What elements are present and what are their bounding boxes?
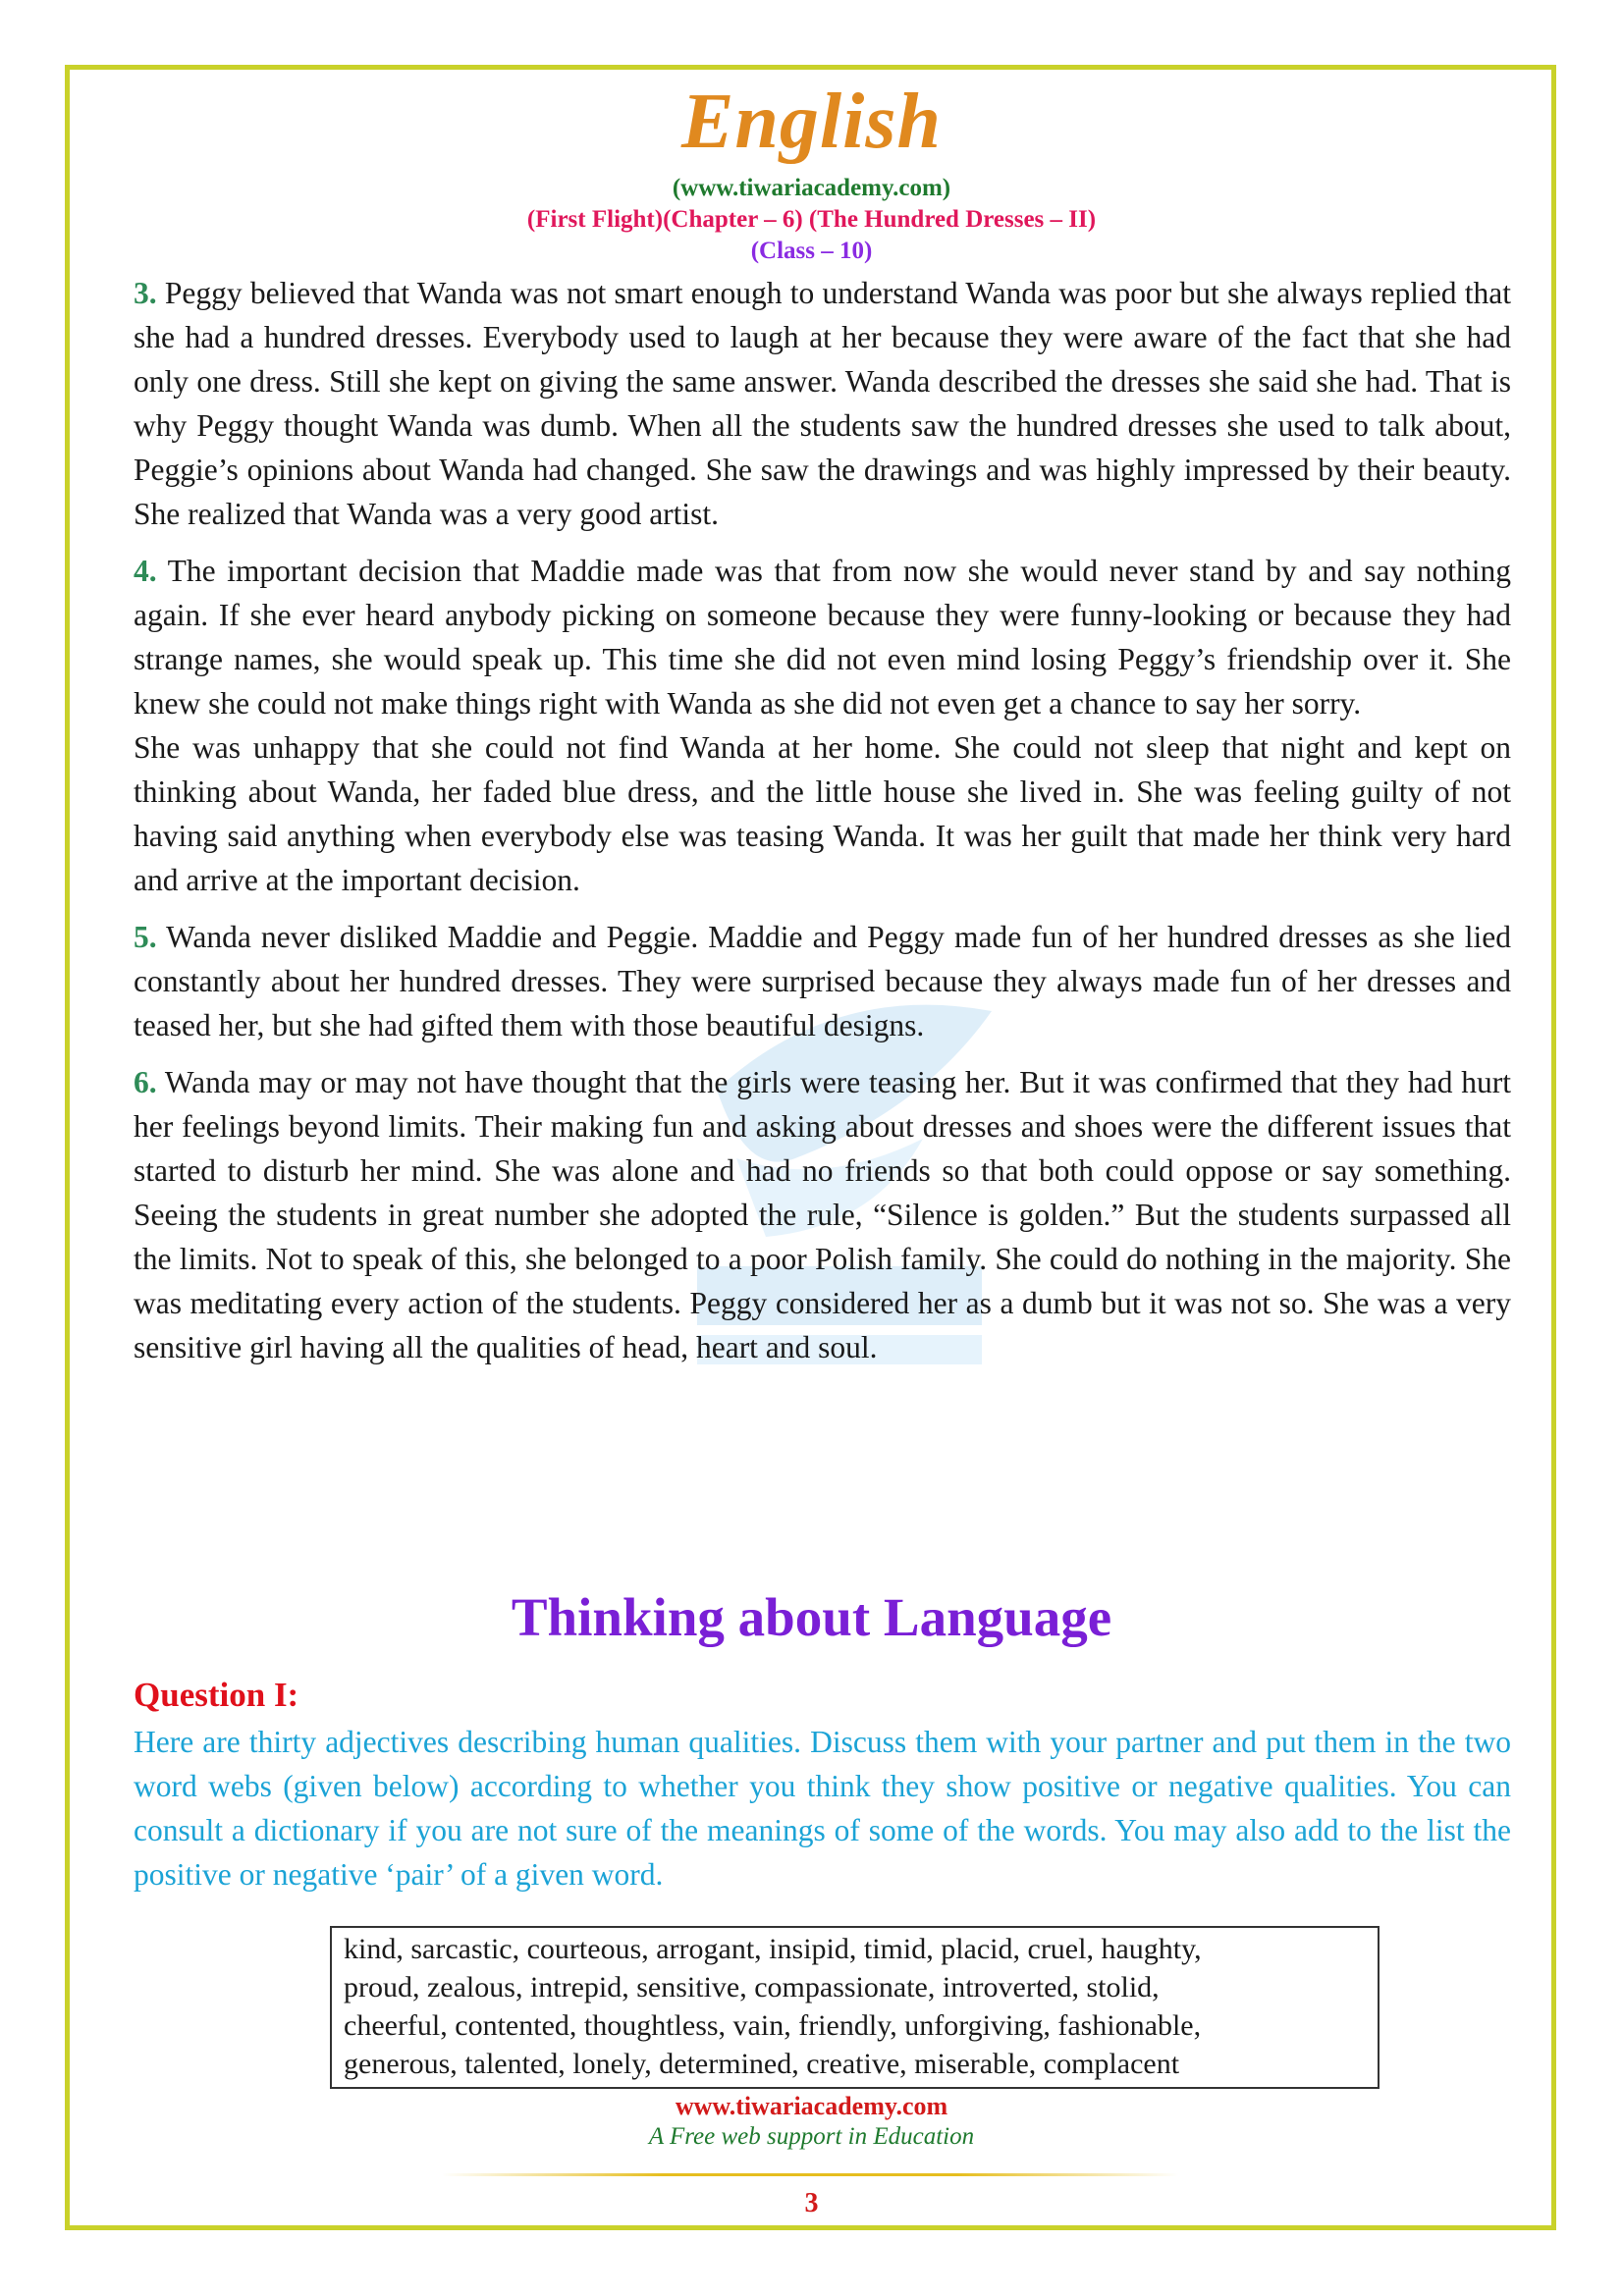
answer-4 (134, 549, 1511, 725)
answer-5 (134, 915, 1511, 1047)
page-header (0, 77, 1623, 267)
answer-3 (134, 271, 1511, 536)
answer-number: 3. (134, 276, 157, 310)
footer-site-link[interactable]: www.tiwariacademy.com (675, 2092, 948, 2120)
answer-number: 5. (134, 920, 157, 954)
section-heading: Thinking about Language (511, 1587, 1112, 1647)
answer-number: 4. (134, 554, 157, 588)
answer-4-continuation: She was unhappy that she could not find Wanda at her home. She could not sleep that night and kept on thinking about Wanda, her faded blue dress, and the little house she lived in. She was feeling guilty of not having said anything when everybody else was teasing Wanda. It was her guilt that made her think very hard and arrive at the important decision. (134, 730, 1511, 897)
answer-6 (134, 1060, 1511, 1369)
answers-section (134, 271, 1511, 1382)
answer-text: Wanda may or may not have thought that the girls were teasing her. But it was confirmed that they had hurt her feelings beyond limits. Their making fun and asking about dresses and shoes were the different issues that started to disturb her mind. She was alone and had no friends so that both could oppose or say something. Seeing the students in great number she adopted the rule, “Silence is golden.” But the students surpassed all the limits. Not to speak of this, she belonged to a poor Polish family. She could do nothing in the majority. She was meditating every action of the students. Peggy considered her as a dumb but it was not so. She was a very sensitive girl having all the qualities of head, heart and soul. (134, 1065, 1511, 1364)
answer-text: Peggy believed that Wanda was not smart enough to understand Wanda was poor but she always replied that she had a hundred dresses. Everybody used to laugh at her because they were aware of the fact that she had only one dress. Still she kept on giving the same answer. Wanda described the dresses she said she had. That is why Peggy thought Wanda was dumb. When all the students saw the hundred dresses she used to talk about, Peggie’s opinions about Wanda had changed. She saw the drawings and was highly impressed by their beauty. She realized that Wanda was a very good artist. (134, 276, 1512, 531)
answer-text: Wanda never disliked Maddie and Peggie. Maddie and Peggy made fun of her hundred dresses as she lied constantly about her hundred dresses. They were surprised because they always made fun of her dresses and teased her, but she had gifted them with those beautiful designs. (134, 920, 1511, 1042)
word-line: generous, talented, lonely, determined, creative, miserable, complacent (344, 2048, 1180, 2080)
word-line: proud, zealous, intrepid, sensitive, compassionate, introverted, stolid, (344, 1971, 1160, 2003)
class-info: (Class – 10) (750, 238, 873, 264)
footer-tagline: A Free web support in Education (648, 2123, 975, 2150)
subject-title: English (681, 79, 942, 165)
header-site-url: (www.tiwariacademy.com) (672, 175, 951, 201)
footer-divider (442, 2173, 1178, 2176)
question-label: Question I: (134, 1676, 299, 1714)
word-line: cheerful, contented, thoughtless, vain, friendly, unforgiving, fashionable, (344, 2009, 1202, 2042)
chapter-info: (First Flight)(Chapter – 6) (The Hundred Dresses – II) (526, 206, 1097, 233)
answer-text: The important decision that Maddie made was that from now she would never stand by and say nothing again. If she ever heard anybody picking on someone because they were funny-looking or because they had strange names, she would speak up. This time she did not even mind losing Peggy’s friendship over it. She knew she could not make things right with Wanda as she did not even get a chance to say her sorry. (134, 554, 1511, 721)
adjective-word-box (330, 1926, 1380, 2089)
question-text: Here are thirty adjectives describing human qualities. Discuss them with your partner and put them in the two word webs (given below) according to whether you think they show positive or negative qualities. You can consult a dictionary if you are not sure of the meanings of some of the words. You may also add to the list the positive or negative ‘pair’ of a given word. (134, 1725, 1511, 1892)
page-footer (0, 2091, 1623, 2152)
word-line: kind, sarcastic, courteous, arrogant, insipid, timid, placid, cruel, haughty, (344, 1933, 1202, 1965)
answer-number: 6. (134, 1065, 157, 1099)
page-number: 3 (804, 2188, 819, 2218)
